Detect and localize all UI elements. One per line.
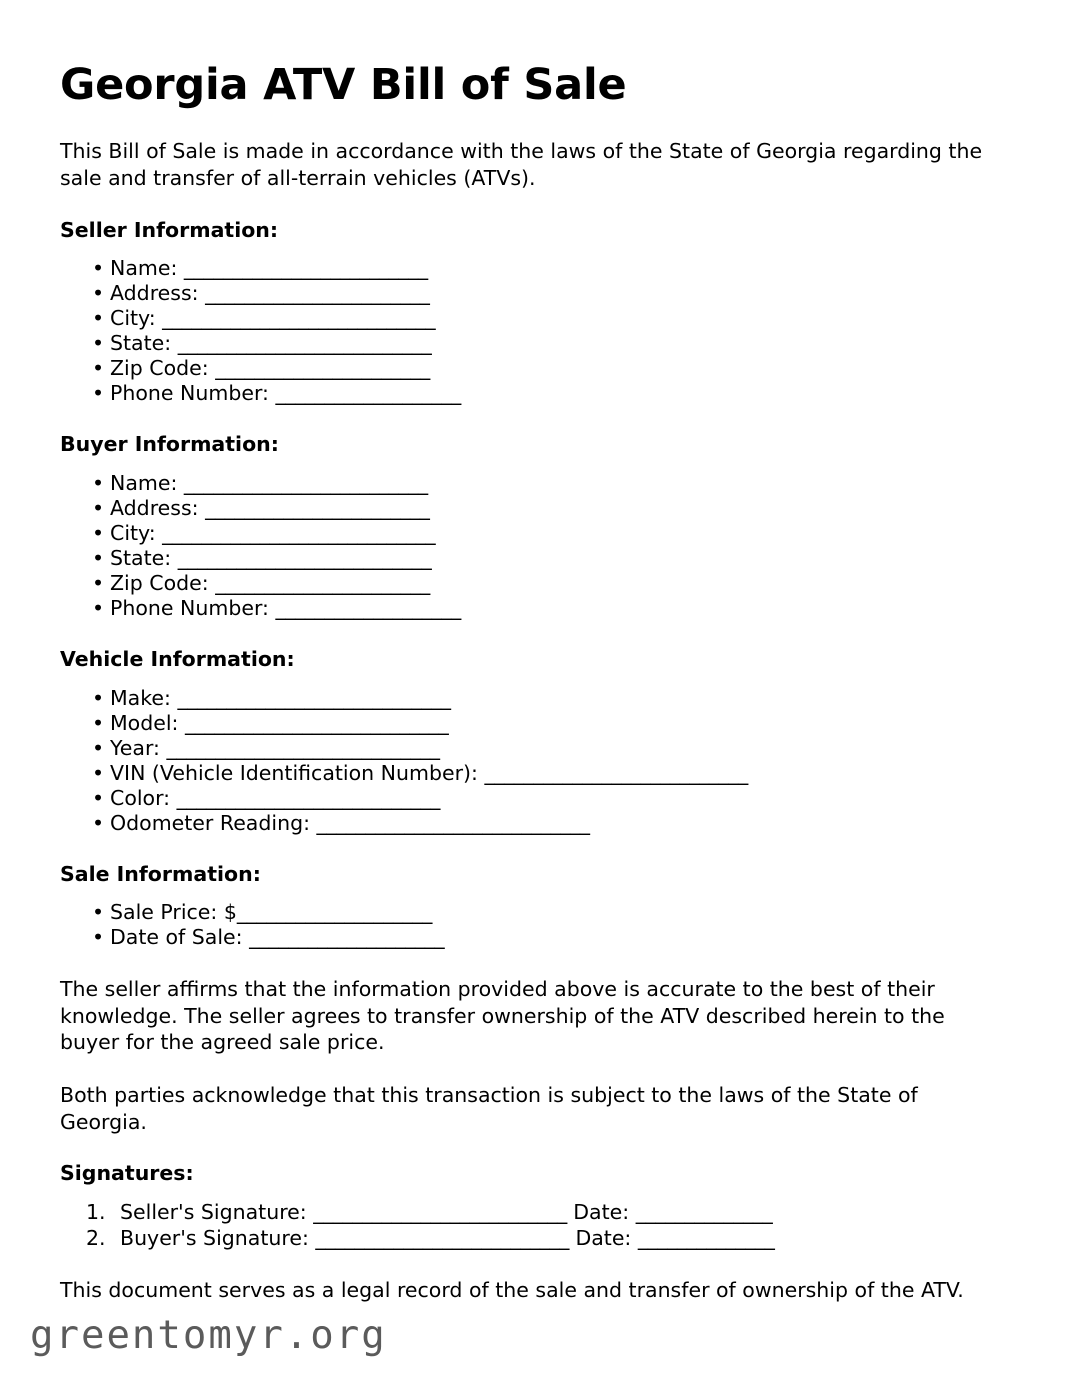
document-content xyxy=(60,62,1005,1330)
field-blank[interactable]: ____________________________ xyxy=(162,306,436,331)
field-label: State: xyxy=(110,545,172,570)
vehicle-field-year xyxy=(60,736,1005,761)
field-label: Sale Price: $ xyxy=(110,900,237,925)
vehicle-information-heading: Vehicle Information: xyxy=(60,646,295,671)
vehicle-field-odometer-reading xyxy=(60,811,1005,836)
field-blank[interactable]: ____________________________ xyxy=(316,810,590,835)
page-title: Georgia ATV Bill of Sale xyxy=(60,60,627,110)
intro-paragraph: This Bill of Sale is made in accordance with the laws of the State of Georgia regarding the sale and transfer of all-terrain vehicles (ATVs). xyxy=(60,139,983,191)
field-label: Color: xyxy=(110,785,171,810)
seller-field-zip-code xyxy=(60,356,1005,381)
field-blank[interactable]: _________________________ xyxy=(183,470,428,495)
vehicle-field-vin xyxy=(60,761,1005,786)
seller-field-phone-number xyxy=(60,381,1005,406)
list-number: 1. xyxy=(86,1199,106,1224)
date-blank[interactable]: ______________ xyxy=(635,1199,773,1224)
vehicle-field-color xyxy=(60,786,1005,811)
field-label: Date of Sale: xyxy=(110,925,243,950)
vehicle-field-list xyxy=(60,686,1005,836)
field-blank[interactable]: ___________________________ xyxy=(484,760,748,785)
seller-information-heading: Seller Information: xyxy=(60,217,279,242)
field-blank[interactable]: __________________________ xyxy=(177,545,432,570)
closing-paragraph: This document serves as a legal record of the sale and transfer of ownership of the ATV. xyxy=(60,1278,964,1303)
signature-label: Seller's Signature: xyxy=(120,1199,307,1224)
field-blank[interactable]: ____________________________ xyxy=(162,520,436,545)
seller-field-city xyxy=(60,306,1005,331)
sale-field-sale-price xyxy=(60,900,1005,925)
buyer-field-phone-number xyxy=(60,596,1005,621)
field-blank[interactable]: ___________________ xyxy=(275,595,461,620)
field-blank[interactable]: ______________________ xyxy=(215,356,430,381)
seller-field-list xyxy=(60,256,1005,406)
field-label: Year: xyxy=(110,735,160,760)
field-label: Zip Code: xyxy=(110,356,209,381)
signature-list xyxy=(60,1200,1005,1251)
field-label: Name: xyxy=(110,470,178,495)
field-label: Odometer Reading: xyxy=(110,810,310,835)
date-label: Date: xyxy=(573,1199,630,1224)
field-label: Make: xyxy=(110,685,171,710)
field-label: Phone Number: xyxy=(110,381,269,406)
field-label: Name: xyxy=(110,256,178,281)
seller-field-address xyxy=(60,281,1005,306)
signature-row-buyer xyxy=(60,1226,1005,1252)
field-label: State: xyxy=(110,331,172,356)
field-label: VIN (Vehicle Identification Number): xyxy=(110,760,478,785)
buyer-field-city xyxy=(60,521,1005,546)
field-label: Address: xyxy=(110,495,199,520)
vehicle-field-model xyxy=(60,711,1005,736)
seller-field-name xyxy=(60,256,1005,281)
date-label: Date: xyxy=(575,1225,632,1250)
field-label: Model: xyxy=(110,710,179,735)
field-blank[interactable]: ____________________ xyxy=(249,925,445,950)
vehicle-field-make xyxy=(60,686,1005,711)
field-blank[interactable]: ___________________________ xyxy=(185,710,449,735)
buyer-field-list xyxy=(60,471,1005,621)
date-blank[interactable]: ______________ xyxy=(637,1225,775,1250)
buyer-field-name xyxy=(60,471,1005,496)
sale-field-date-of-sale xyxy=(60,925,1005,950)
signatures-heading: Signatures: xyxy=(60,1161,194,1186)
field-blank[interactable]: ___________________ xyxy=(275,381,461,406)
field-blank[interactable]: _________________________ xyxy=(183,256,428,281)
field-blank[interactable]: ____________________________ xyxy=(166,735,440,760)
signature-row-seller xyxy=(60,1200,1005,1226)
field-label: City: xyxy=(110,520,156,545)
signature-row-body xyxy=(120,1200,772,1226)
sale-information-heading: Sale Information: xyxy=(60,861,261,886)
affirmation-paragraph: The seller affirms that the information provided above is accurate to the best of their knowledge. The seller agrees to transfer ownership of the ATV described herein to the buyer for the agreed sale price. xyxy=(60,977,945,1055)
seller-field-state xyxy=(60,331,1005,356)
field-label: Address: xyxy=(110,281,199,306)
field-label: Phone Number: xyxy=(110,595,269,620)
field-label: Zip Code: xyxy=(110,570,209,595)
signature-blank[interactable]: __________________________ xyxy=(315,1225,569,1250)
signature-row-body xyxy=(120,1226,774,1252)
list-number: 2. xyxy=(86,1225,106,1250)
field-blank[interactable]: ______________________ xyxy=(215,570,430,595)
sale-field-list xyxy=(60,900,1005,950)
field-blank[interactable]: ____________________ xyxy=(236,900,432,925)
field-blank[interactable]: _______________________ xyxy=(205,495,430,520)
buyer-field-zip-code xyxy=(60,571,1005,596)
field-blank[interactable]: __________________________ xyxy=(177,331,432,356)
field-blank[interactable]: _______________________ xyxy=(205,281,430,306)
site-watermark: greentomyr.org xyxy=(30,1313,387,1358)
signature-blank[interactable]: __________________________ xyxy=(313,1199,567,1224)
field-blank[interactable]: ____________________________ xyxy=(177,685,451,710)
signature-label: Buyer's Signature: xyxy=(120,1225,309,1250)
acknowledgement-paragraph: Both parties acknowledge that this transaction is subject to the laws of the State of Georgia. xyxy=(60,1083,918,1134)
field-blank[interactable]: ___________________________ xyxy=(176,785,440,810)
field-label: City: xyxy=(110,306,156,331)
buyer-information-heading: Buyer Information: xyxy=(60,432,279,457)
buyer-field-address xyxy=(60,496,1005,521)
buyer-field-state xyxy=(60,546,1005,571)
